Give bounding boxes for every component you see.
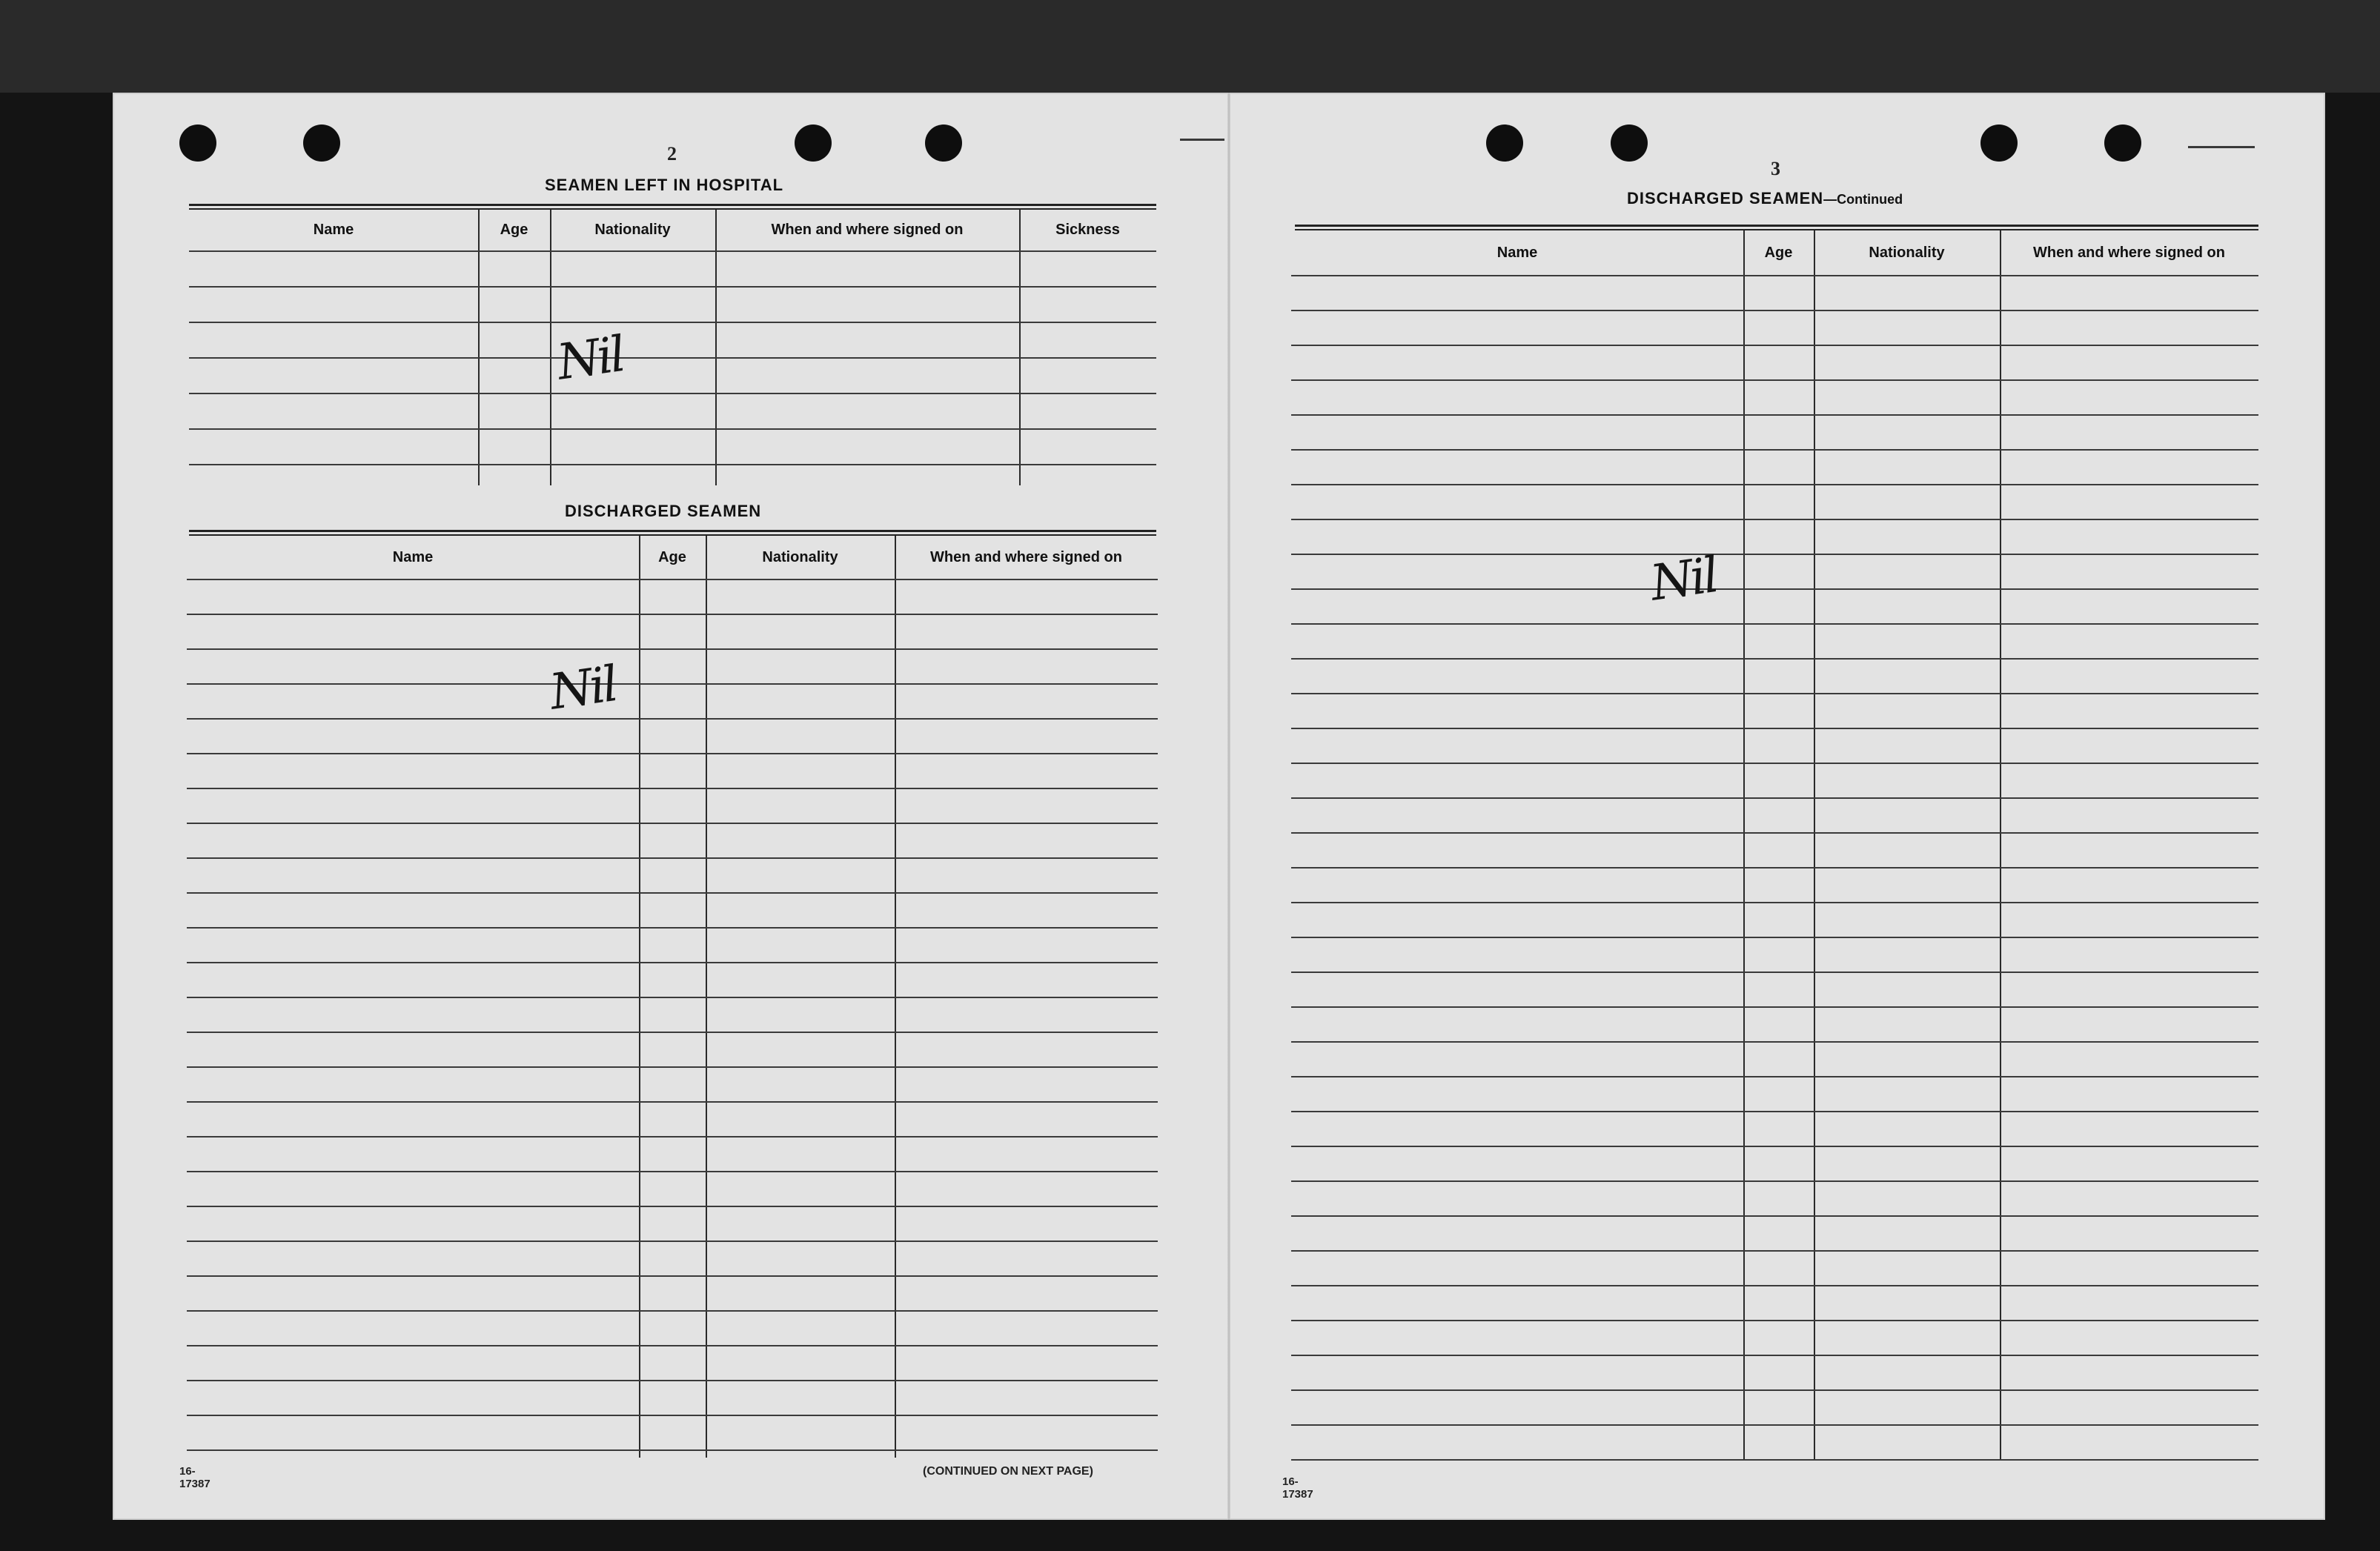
ruled-line (1291, 1215, 2258, 1217)
ruled-line (1291, 1320, 2258, 1321)
punch-hole (303, 124, 340, 162)
ruled-line (187, 1415, 1158, 1416)
scan-background (0, 0, 2380, 93)
column-header-age: Age (500, 222, 528, 238)
ruled-line (189, 428, 1156, 430)
ruled-line (1291, 1111, 2258, 1112)
ruled-line (189, 357, 1156, 359)
ruled-line (1291, 763, 2258, 764)
ruled-line (1291, 588, 2258, 590)
hospital-section-title: SEAMEN LEFT IN HOSPITAL (545, 176, 784, 194)
punch-hole (1486, 124, 1523, 162)
ruled-line (1291, 1250, 2258, 1252)
ruled-line (187, 892, 1158, 894)
ruled-line (189, 322, 1156, 323)
ruled-line (187, 614, 1158, 615)
ruled-line (187, 927, 1158, 929)
punch-hole (1611, 124, 1648, 162)
ruled-line (187, 1206, 1158, 1207)
ruled-line (1291, 1389, 2258, 1391)
discharged-table (187, 536, 1158, 1458)
ruled-line (1291, 379, 2258, 381)
punch-hole (2104, 124, 2141, 162)
handwritten-nil: Nil (554, 325, 626, 391)
column-header-nationality: Nationality (762, 548, 838, 565)
form-code: 16-17387 (1282, 1475, 1313, 1501)
ruled-line (187, 1345, 1158, 1346)
column-header-age: Age (1764, 244, 1793, 261)
ruled-line (1291, 658, 2258, 660)
ruled-line (187, 1066, 1158, 1068)
page-fold (1227, 93, 1230, 1520)
column-header-name: Name (313, 222, 354, 238)
ruled-line (1291, 1424, 2258, 1426)
ruled-line (1291, 554, 2258, 555)
form-code: 16-17387 (179, 1465, 211, 1490)
ruled-line (1291, 1146, 2258, 1147)
ruled-line (1291, 728, 2258, 729)
header-rule (187, 579, 1158, 580)
ruled-line (187, 683, 1158, 685)
ruled-line (187, 997, 1158, 998)
column-header-nationality: Nationality (1869, 244, 1945, 261)
ruled-line (1291, 1006, 2258, 1008)
ruled-line (189, 464, 1156, 465)
ruled-line (187, 1449, 1158, 1451)
continued-note: (CONTINUED ON NEXT PAGE) (923, 1465, 1093, 1478)
discharged-section-title: DISCHARGED SEAMEN (565, 502, 762, 520)
ruled-line (187, 1380, 1158, 1381)
section-rule (1295, 225, 2258, 230)
ruled-line (1291, 972, 2258, 973)
ink-smudge (2188, 146, 2255, 148)
column-header-age: Age (658, 548, 686, 565)
column-header-when-and-where-signed-on: When and where signed on (930, 548, 1122, 565)
header-rule (189, 250, 1156, 252)
ruled-line (187, 648, 1158, 650)
ruled-line (187, 1310, 1158, 1312)
ruled-line (1291, 1459, 2258, 1461)
ruled-line (187, 1241, 1158, 1242)
ruled-line (1291, 1285, 2258, 1286)
ruled-line (187, 1032, 1158, 1033)
section-rule (189, 530, 1156, 536)
header-rule (1291, 275, 2258, 276)
ruled-line (189, 393, 1156, 394)
punch-hole (925, 124, 962, 162)
column-header-name: Name (392, 548, 434, 565)
ruled-line (1291, 345, 2258, 346)
ruled-line (187, 857, 1158, 859)
ruled-line (1291, 519, 2258, 520)
ruled-line (1291, 902, 2258, 903)
column-header-nationality: Nationality (594, 222, 671, 238)
ruled-line (1291, 832, 2258, 834)
column-header-when-and-where-signed-on: When and where signed on (771, 222, 964, 238)
page-number: 2 (667, 143, 677, 165)
ruled-line (1291, 310, 2258, 311)
punch-hole (1980, 124, 2018, 162)
ruled-line (187, 753, 1158, 754)
discharged-continued-table (1291, 230, 2258, 1461)
ruled-line (1291, 867, 2258, 869)
ruled-line (1291, 693, 2258, 694)
ruled-line (189, 286, 1156, 288)
column-header-name: Name (1496, 244, 1538, 261)
ruled-line (1291, 1355, 2258, 1356)
ruled-line (1291, 449, 2258, 451)
ruled-line (187, 1275, 1158, 1277)
handwritten-nil: Nil (546, 655, 619, 721)
ruled-line (187, 718, 1158, 720)
ruled-line (187, 1136, 1158, 1137)
ruled-line (187, 1171, 1158, 1172)
handwritten-nil: Nil (1647, 546, 1720, 612)
ruled-line (187, 788, 1158, 789)
ruled-line (1291, 414, 2258, 416)
punch-hole (795, 124, 832, 162)
ledger-sheet (113, 93, 2325, 1520)
hospital-table (189, 210, 1156, 485)
section-title-main: DISCHARGED SEAMEN (1627, 189, 1824, 207)
section-title-suffix: —Continued (1823, 192, 1903, 207)
discharged-continued-title (1627, 189, 1903, 208)
ruled-line (1291, 623, 2258, 625)
column-header-sickness: Sickness (1055, 222, 1120, 238)
ruled-line (1291, 1041, 2258, 1043)
ruled-line (1291, 484, 2258, 485)
ruled-line (1291, 1076, 2258, 1077)
ruled-line (1291, 797, 2258, 799)
ruled-line (1291, 937, 2258, 938)
ruled-line (1291, 1180, 2258, 1182)
ink-smudge (1180, 139, 1224, 141)
ruled-line (187, 1101, 1158, 1103)
ruled-line (187, 823, 1158, 824)
column-header-when-and-where-signed-on: When and where signed on (2033, 244, 2225, 261)
page-number: 3 (1771, 158, 1780, 179)
section-rule (189, 204, 1156, 210)
punch-hole (179, 124, 216, 162)
ruled-line (187, 962, 1158, 963)
